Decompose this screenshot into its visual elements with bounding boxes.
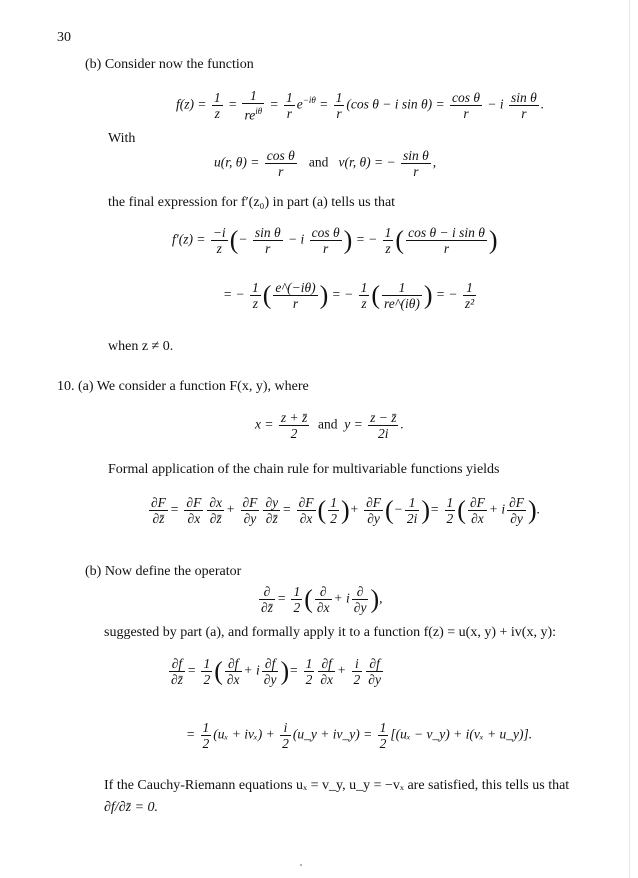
chain-rule-text: Formal application of the chain rule for multivariable functions yields — [108, 462, 500, 477]
equation-chain-rule: $\frac{\partial F}{\partial z̄}$ = $\frac{\partial F}{\partial x}$ $\frac{\partial x}{\partial z̄}$ + $\frac{\partial F}{\partial y}$ $\frac{\partial y}{\partial z̄}$ = $\frac{\partial F}{\partial x}$ ( $\frac{1}{2}$ )+ $\frac{\partial F}{\partial y}$ (− $\frac{1}{2i}$ )= $\frac{1}{2}$ ( $\frac{\partial F}{\partial x}$ + i $\frac{\partial F}{\partial y}$ ). — [151, 495, 541, 526]
equation-apply-2: = $\frac{1}{2}$ (uₓ + ivₓ) + $\frac{i}{2}$ (u_y + iv_y) = $\frac{1}{2}$ [(uₓ − v_y) + i(vₓ + u_y)]. — [186, 720, 533, 751]
equation-fprime-2: = − $\frac{1}{z}$ ( $\frac{e\^{}(-i\theta)}{r}$ ) = − $\frac{1}{z}$ ( $\frac{1}{re\^{}(i\theta)}$ ) = − $\frac{1}{\text{z²}}$ — [223, 280, 475, 311]
part-b-intro: (b) Consider now the function — [85, 57, 254, 72]
cauchy-riemann-result: ∂f/∂z̄ = 0. — [104, 800, 159, 815]
page-edge-rule — [629, 0, 630, 878]
when-condition-text: when z ≠ 0. — [108, 339, 174, 354]
scan-speck — [300, 864, 302, 866]
part-b-operator-text: (b) Now define the operator — [85, 564, 242, 579]
equation-operator: $\frac{\partial}{\partial z̄}$ = $\frac{1}{2}$ ( $\frac{\partial}{\partial x}$ + i $\frac{\partial}{\partial y}$ ), — [261, 584, 383, 615]
suggested-text: suggested by part (a), and formally apply it to a function f(z) = u(x, y) + iv(x, y): — [104, 625, 556, 640]
with-label: With — [108, 131, 136, 146]
cauchy-riemann-text: If the Cauchy-Riemann equations uₓ = v_y, u_y = −vₓ are satisfied, this tells us that — [104, 778, 570, 793]
page-number: 30 — [57, 30, 71, 45]
equation-u-v: u(r, θ) = $\frac{\text{cos θ}}{r}$ and v(r, θ) = − $\frac{\text{sin θ}}{r}$ , — [214, 148, 437, 179]
equation-fprime-1: f′(z) = $\frac{-i}{z}$ (− $\frac{\text{sin θ}}{r}$ − i $\frac{\text{cos θ}}{r}$ ) = − $\frac{1}{z}$ ( $\frac{\text{cos θ − i sin θ}}{r}$ ) — [172, 225, 498, 256]
problem-10-intro: 10. (a) We consider a function F(x, y), where — [57, 379, 309, 394]
equation-x-y: x = $\frac{z + z̄}{2}$ and y = $\frac{z - z̄}{2i}$ . — [255, 410, 404, 441]
final-expression-text: the final expression for f′(z₀) in part (a) tells us that — [108, 195, 396, 210]
equation-f-of-z: f(z) = $\frac{1}{z}$ = $\frac{1}{re^{i\theta}}$ = $\frac{1}{r}$ $e^{-i\theta}$ = $\frac{1}{r}$ (cos θ − i sin θ) = $\frac{\text{cos θ}}{r}$ − i $\frac{\text{sin θ}}{r}$ . — [176, 88, 545, 123]
equation-apply-1: $\frac{\partial f}{\partial z̄}$ = $\frac{1}{2}$ ( $\frac{\partial f}{\partial x}$ + i $\frac{\partial f}{\partial y}$ )= $\frac{1}{2}$ $\frac{\partial f}{\partial x}$ + $\frac{i}{2}$ $\frac{\partial f}{\partial y}$ — [171, 656, 381, 687]
